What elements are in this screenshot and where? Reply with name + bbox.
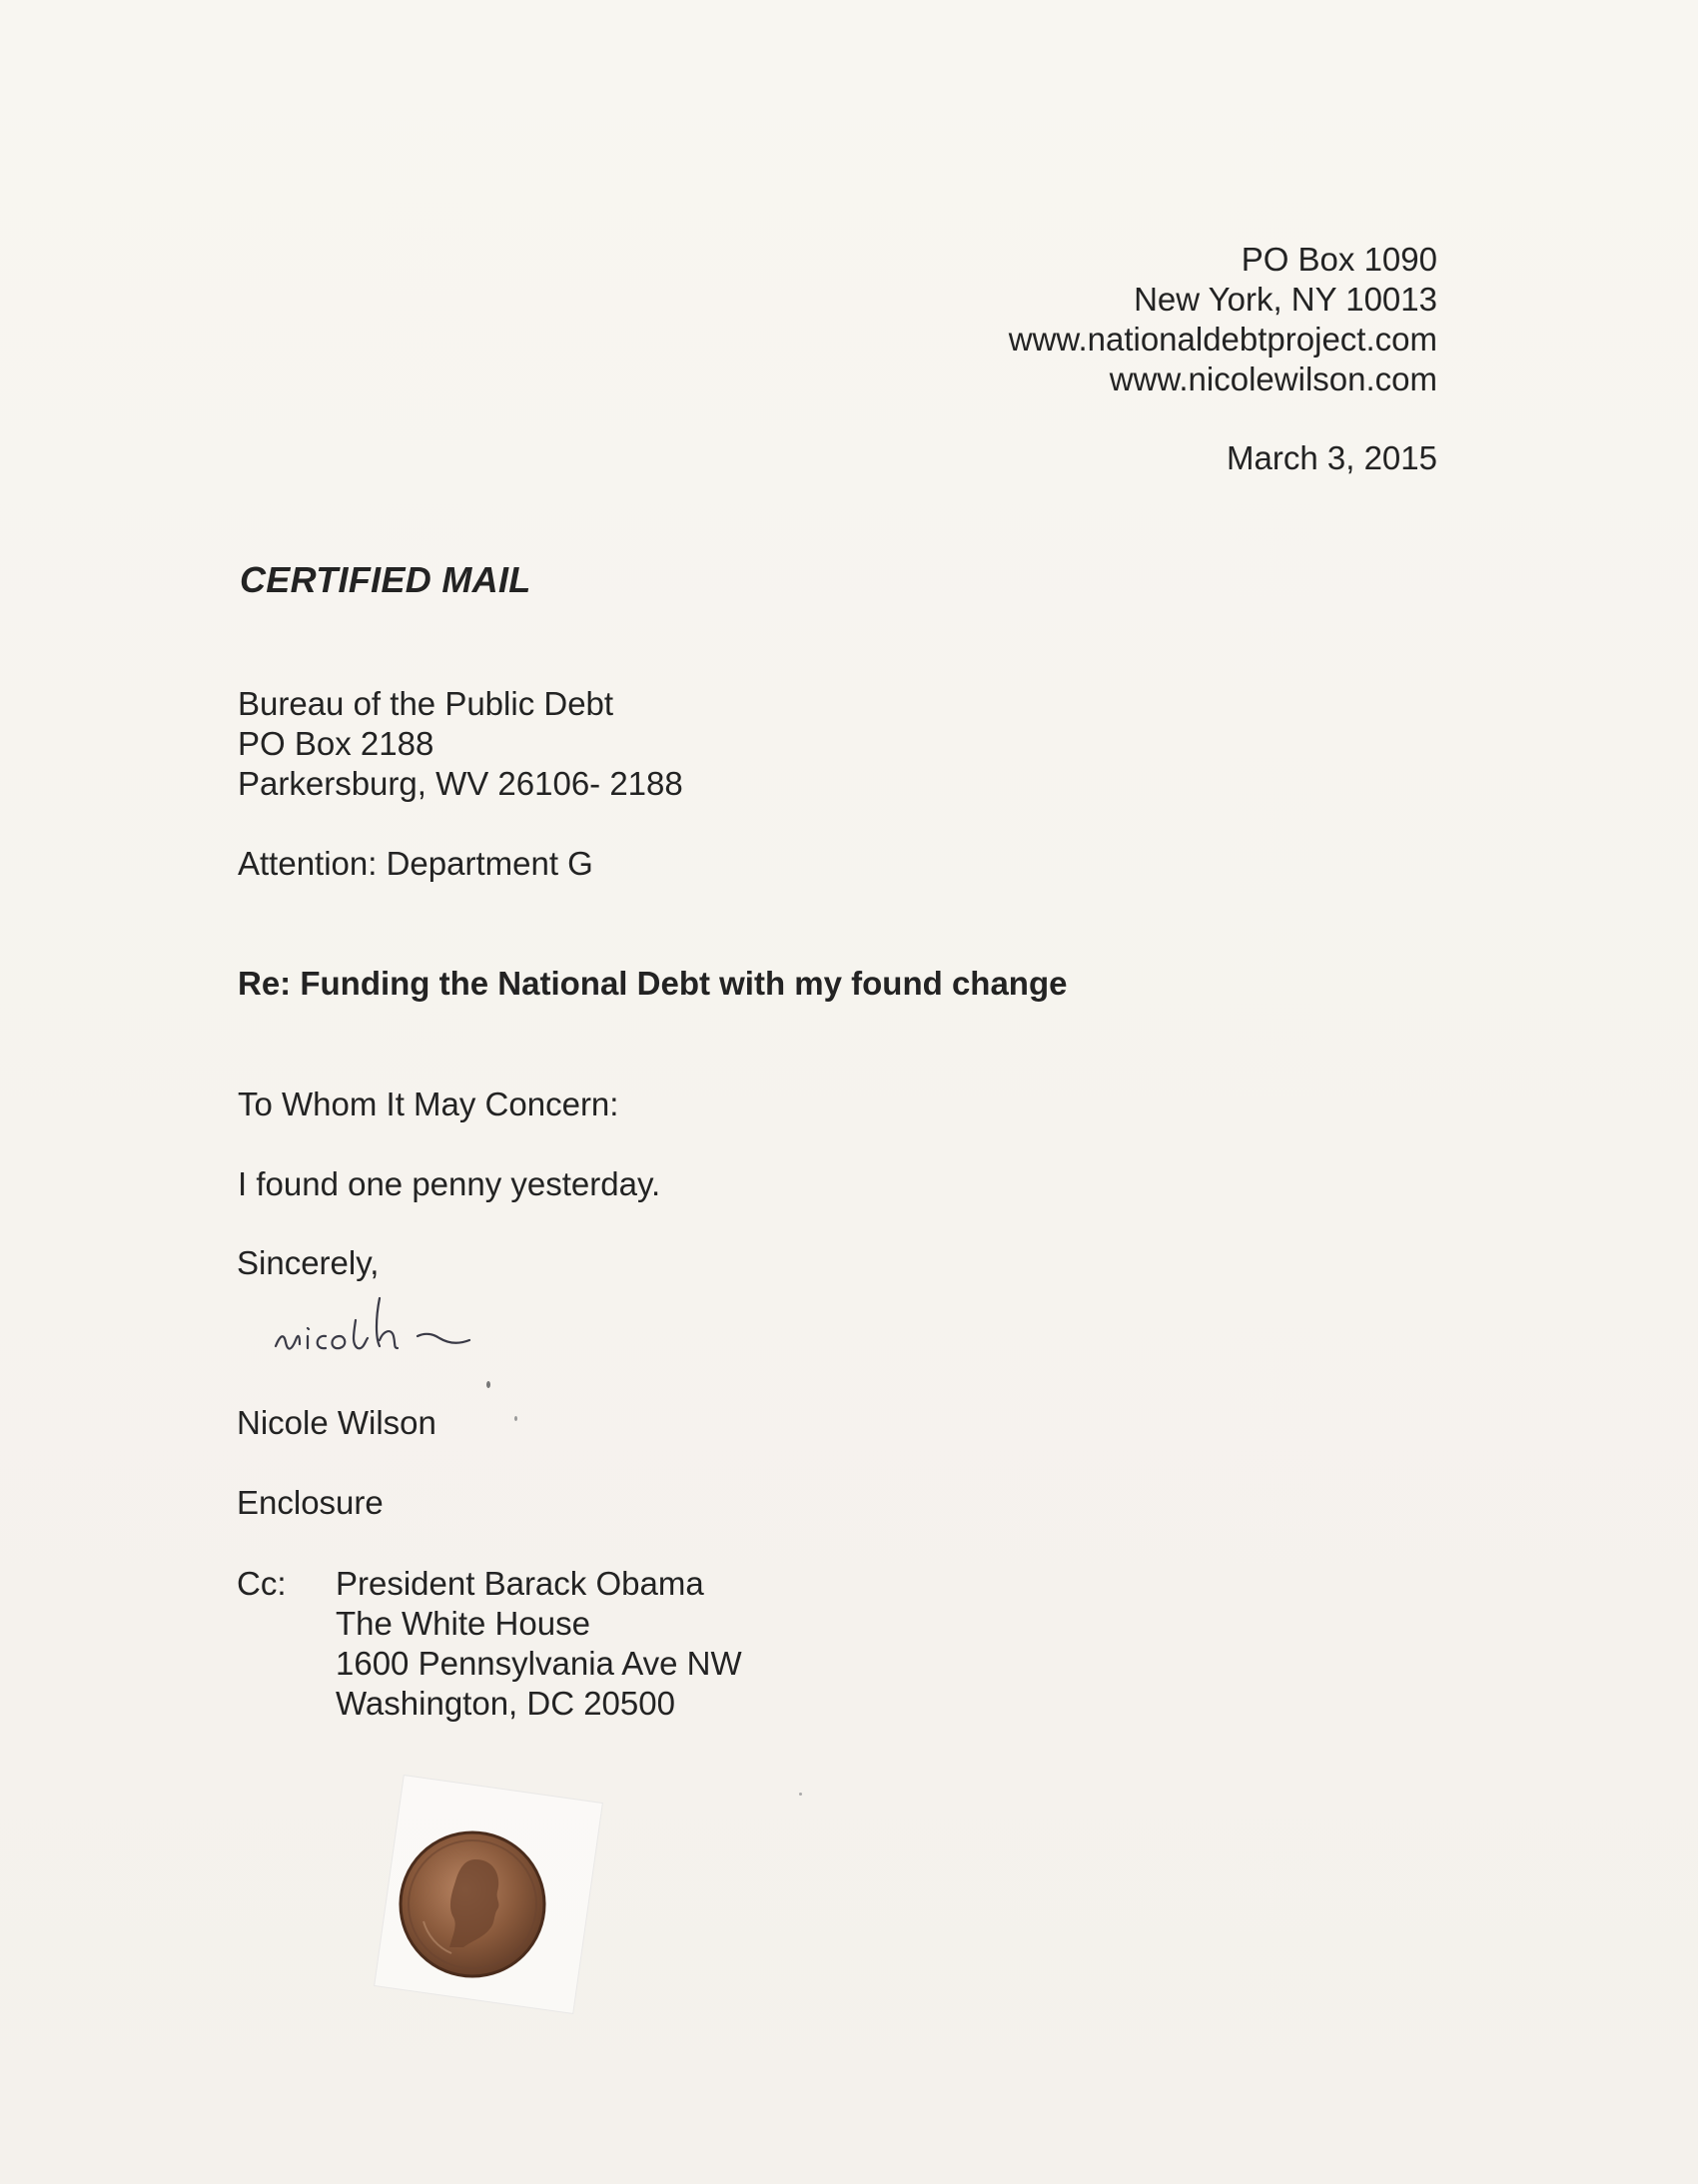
body-paragraph: I found one penny yesterday.: [238, 1165, 661, 1202]
sender-website: www.nicolewilson.com: [1109, 361, 1437, 397]
recipient-line: Bureau of the Public Debt: [238, 685, 614, 722]
cc-line: 1600 Pennsylvania Ave NW: [336, 1645, 742, 1682]
signer-name: Nicole Wilson: [237, 1404, 436, 1441]
sender-line: New York, NY 10013: [1134, 281, 1437, 318]
cc-line: The White House: [336, 1605, 590, 1642]
recipient-line: Parkersburg, WV 26106- 2188: [238, 765, 683, 802]
closing: Sincerely,: [237, 1244, 380, 1281]
attention-line: Attention: Department G: [238, 845, 593, 882]
sender-address: [1009, 240, 1437, 399]
salutation: To Whom It May Concern:: [238, 1086, 619, 1122]
enclosure-note: Enclosure: [237, 1484, 384, 1521]
letter-date: March 3, 2015: [1227, 439, 1437, 476]
cc-address: [336, 1564, 742, 1724]
paper-speck: [514, 1416, 517, 1421]
cc-label: Cc:: [237, 1565, 287, 1602]
subject-line: Re: Funding the National Debt with my found change: [238, 965, 1068, 1002]
paper-speck: [799, 1793, 802, 1796]
recipient-line: PO Box 2188: [238, 725, 434, 762]
cc-line: Washington, DC 20500: [336, 1685, 675, 1722]
sender-line: PO Box 1090: [1241, 241, 1437, 278]
certified-mail-label: CERTIFIED MAIL: [240, 559, 531, 600]
sender-website: www.nationaldebtproject.com: [1008, 321, 1437, 358]
penny-coin-icon: [398, 1829, 547, 1979]
signature-image: [268, 1278, 587, 1368]
cc-line: President Barack Obama: [336, 1565, 704, 1602]
paper-speck: [486, 1381, 490, 1388]
recipient-address: [238, 684, 683, 884]
